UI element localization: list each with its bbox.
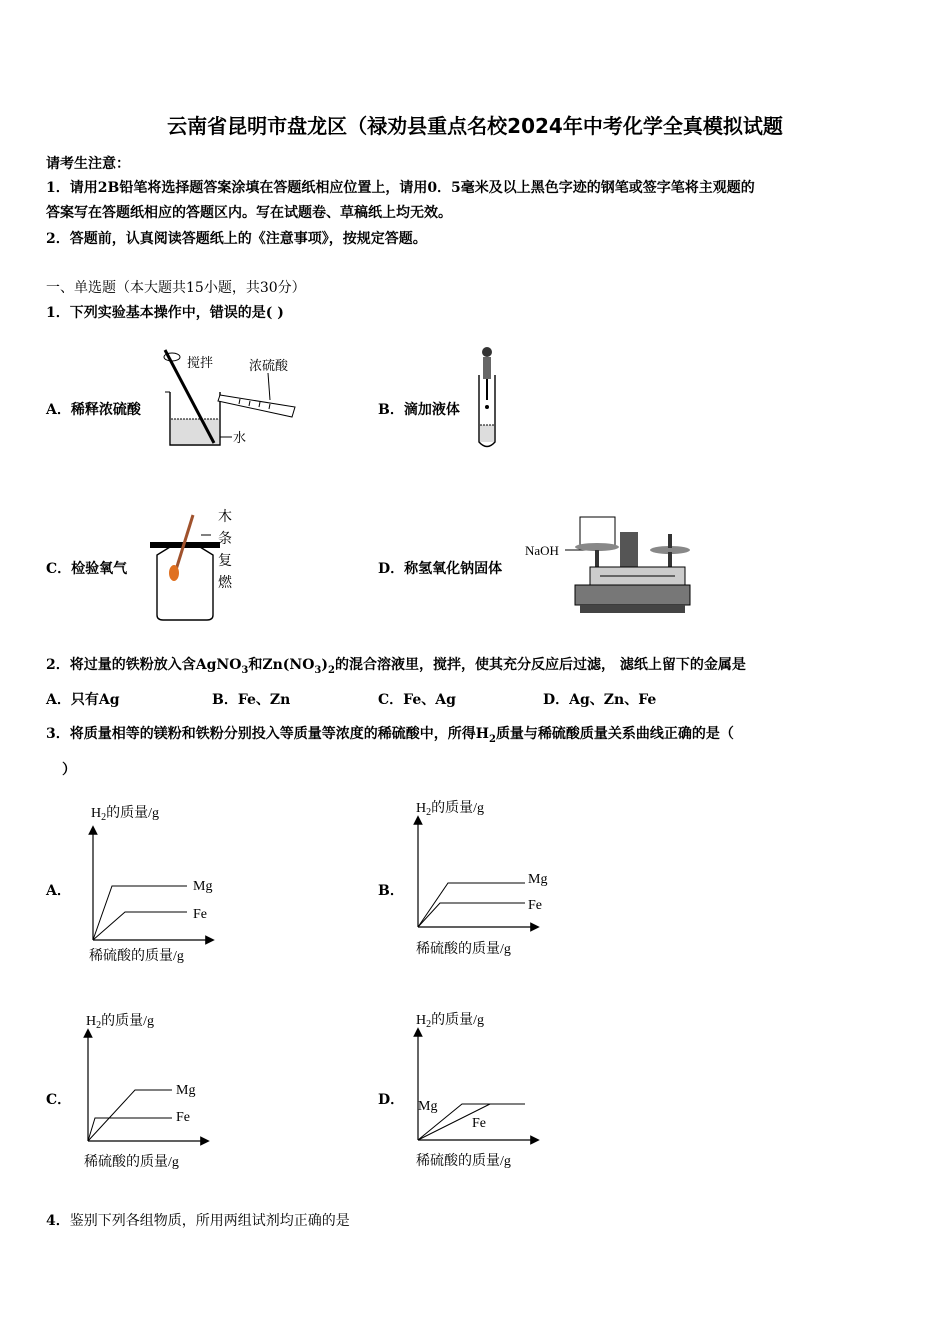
fig-oxygen-test [145,505,255,625]
gc-mg: Mg [176,1083,196,1098]
ga-y-h: H [91,806,102,821]
gc-y-sub: 2 [96,1020,102,1031]
gc-fe: Fe [176,1110,190,1125]
q3-sub: 2 [488,733,496,745]
q3-stem [46,723,734,745]
notice-line-1: 1．请用2B铅笔将选择题答案涂填在答题纸相应位置上，请用0．5毫米及以上黑色字迹的钢笔或签字笔将主观题的 [46,180,755,196]
gd-fe: Fe [472,1116,486,1131]
splint-char-3: 复 [218,554,232,569]
gd-y-rest: 的质量/g [431,1013,485,1028]
q3-option-c: C． [46,1092,72,1108]
acid-label: 浓硫酸 [249,358,289,373]
gb-mg: Mg [528,872,548,887]
gd-xlabel: 稀硫酸的质量/g [416,1154,511,1169]
q1-option-a: A．稀释浓硫酸 [46,402,141,418]
graph-d [410,1007,550,1177]
notice-line-1b: 答案写在答题纸相应的答题区内。写在试题卷、草稿纸上均无效。 [46,205,452,221]
q3-stem-b: 质量与稀硫酸质量关系曲线正确的是（ [495,726,734,742]
q3-option-d: D． [378,1092,405,1108]
gb-xlabel: 稀硫酸的质量/g [416,942,511,957]
q2-option-a: A．只有Ag [46,692,120,708]
splint-char-2: 条 [218,532,232,547]
gc-xlabel: 稀硫酸的质量/g [84,1155,179,1170]
graph-c [80,1008,220,1178]
svg-text:H2的质量/g [416,1012,484,1030]
gd-y-h: H [416,1013,427,1028]
q4-num: 4． [46,1213,70,1229]
q2-option-c: C．Fe、Ag [378,692,456,708]
notice-heading: 请考生注意： [46,156,130,172]
ga-xlabel: 稀硫酸的质量/g [89,949,184,964]
splint-char-1: 木 [218,510,232,525]
svg-text:H2的质量/g [86,1013,154,1031]
q3-stem-close: ） [62,762,76,778]
gc-y-h: H [86,1014,97,1029]
gb-fe: Fe [528,898,542,913]
page-title: 云南省昆明市盘龙区（禄劝县重点名校2024年中考化学全真模拟试题 [167,114,783,138]
gd-y-sub: 2 [426,1019,432,1030]
q1-option-b: B．滴加液体 [378,402,460,418]
q2-sub-2: 2 [327,664,335,676]
q1-option-d: D．称氢氧化钠固体 [378,561,503,577]
q2-stem-a: 2．将过量的铁粉放入含 [46,657,196,673]
svg-text:H2的质量/g [91,805,159,823]
q2-agno3: AgNO [195,657,242,673]
stir-label: 搅拌 [187,355,214,370]
gd-mg: Mg [418,1099,438,1114]
splint-char-4: 燃 [218,576,232,591]
gb-y-sub: 2 [426,807,432,818]
q2-stem [46,654,746,676]
gb-y-rest: 的质量/g [431,801,485,816]
q2-option-d: D．Ag、Zn、Fe [543,692,657,708]
q2-sub-3b: 3 [314,664,322,676]
q2-zn: Zn(NO [262,657,315,673]
q2-and: 和 [248,657,263,673]
q2-paren: ) [321,657,328,673]
q1-option-c: C．检验氧气 [46,561,128,577]
water-label: 水 [233,430,247,445]
graph-a [85,800,225,970]
svg-text:H2的质量/g [416,800,484,818]
q3-stem-a: 3．将质量相等的镁粉和铁粉分别投入等质量等浓度的稀硫酸中，所得H [46,726,489,742]
ga-y-rest: 的质量/g [106,806,160,821]
ga-mg: Mg [193,879,213,894]
q4-stem [46,1210,350,1230]
q3-option-a: A． [46,883,71,899]
fig-balance [525,512,695,617]
q2-stem-b: 的混合溶液里，搅拌，使其充分反应后过滤， 滤纸上留下的金属是 [334,657,746,673]
q4-text: 鉴别下列各组物质，所用两组试剂均正确的是 [69,1213,350,1229]
q1-stem: 1．下列实验基本操作中，错误的是( ) [46,305,284,321]
notice-line-2: 2．答题前，认真阅读答题纸上的《注意事项》，按规定答题。 [46,231,427,247]
q3-option-b: B． [378,883,404,899]
gc-y-rest: 的质量/g [101,1014,155,1029]
ga-y-sub: 2 [101,812,107,823]
section-heading: 一、单选题（本大题共15小题，共30分） [46,280,306,296]
graph-b [410,795,550,965]
fig-dropper [470,345,510,455]
q2-option-b: B．Fe、Zn [212,692,291,708]
q2-sub-3: 3 [241,664,249,676]
gb-y-h: H [416,801,427,816]
ga-fe: Fe [193,907,207,922]
fig-dilute-acid [160,345,310,455]
naoh-label: NaOH [525,543,559,558]
